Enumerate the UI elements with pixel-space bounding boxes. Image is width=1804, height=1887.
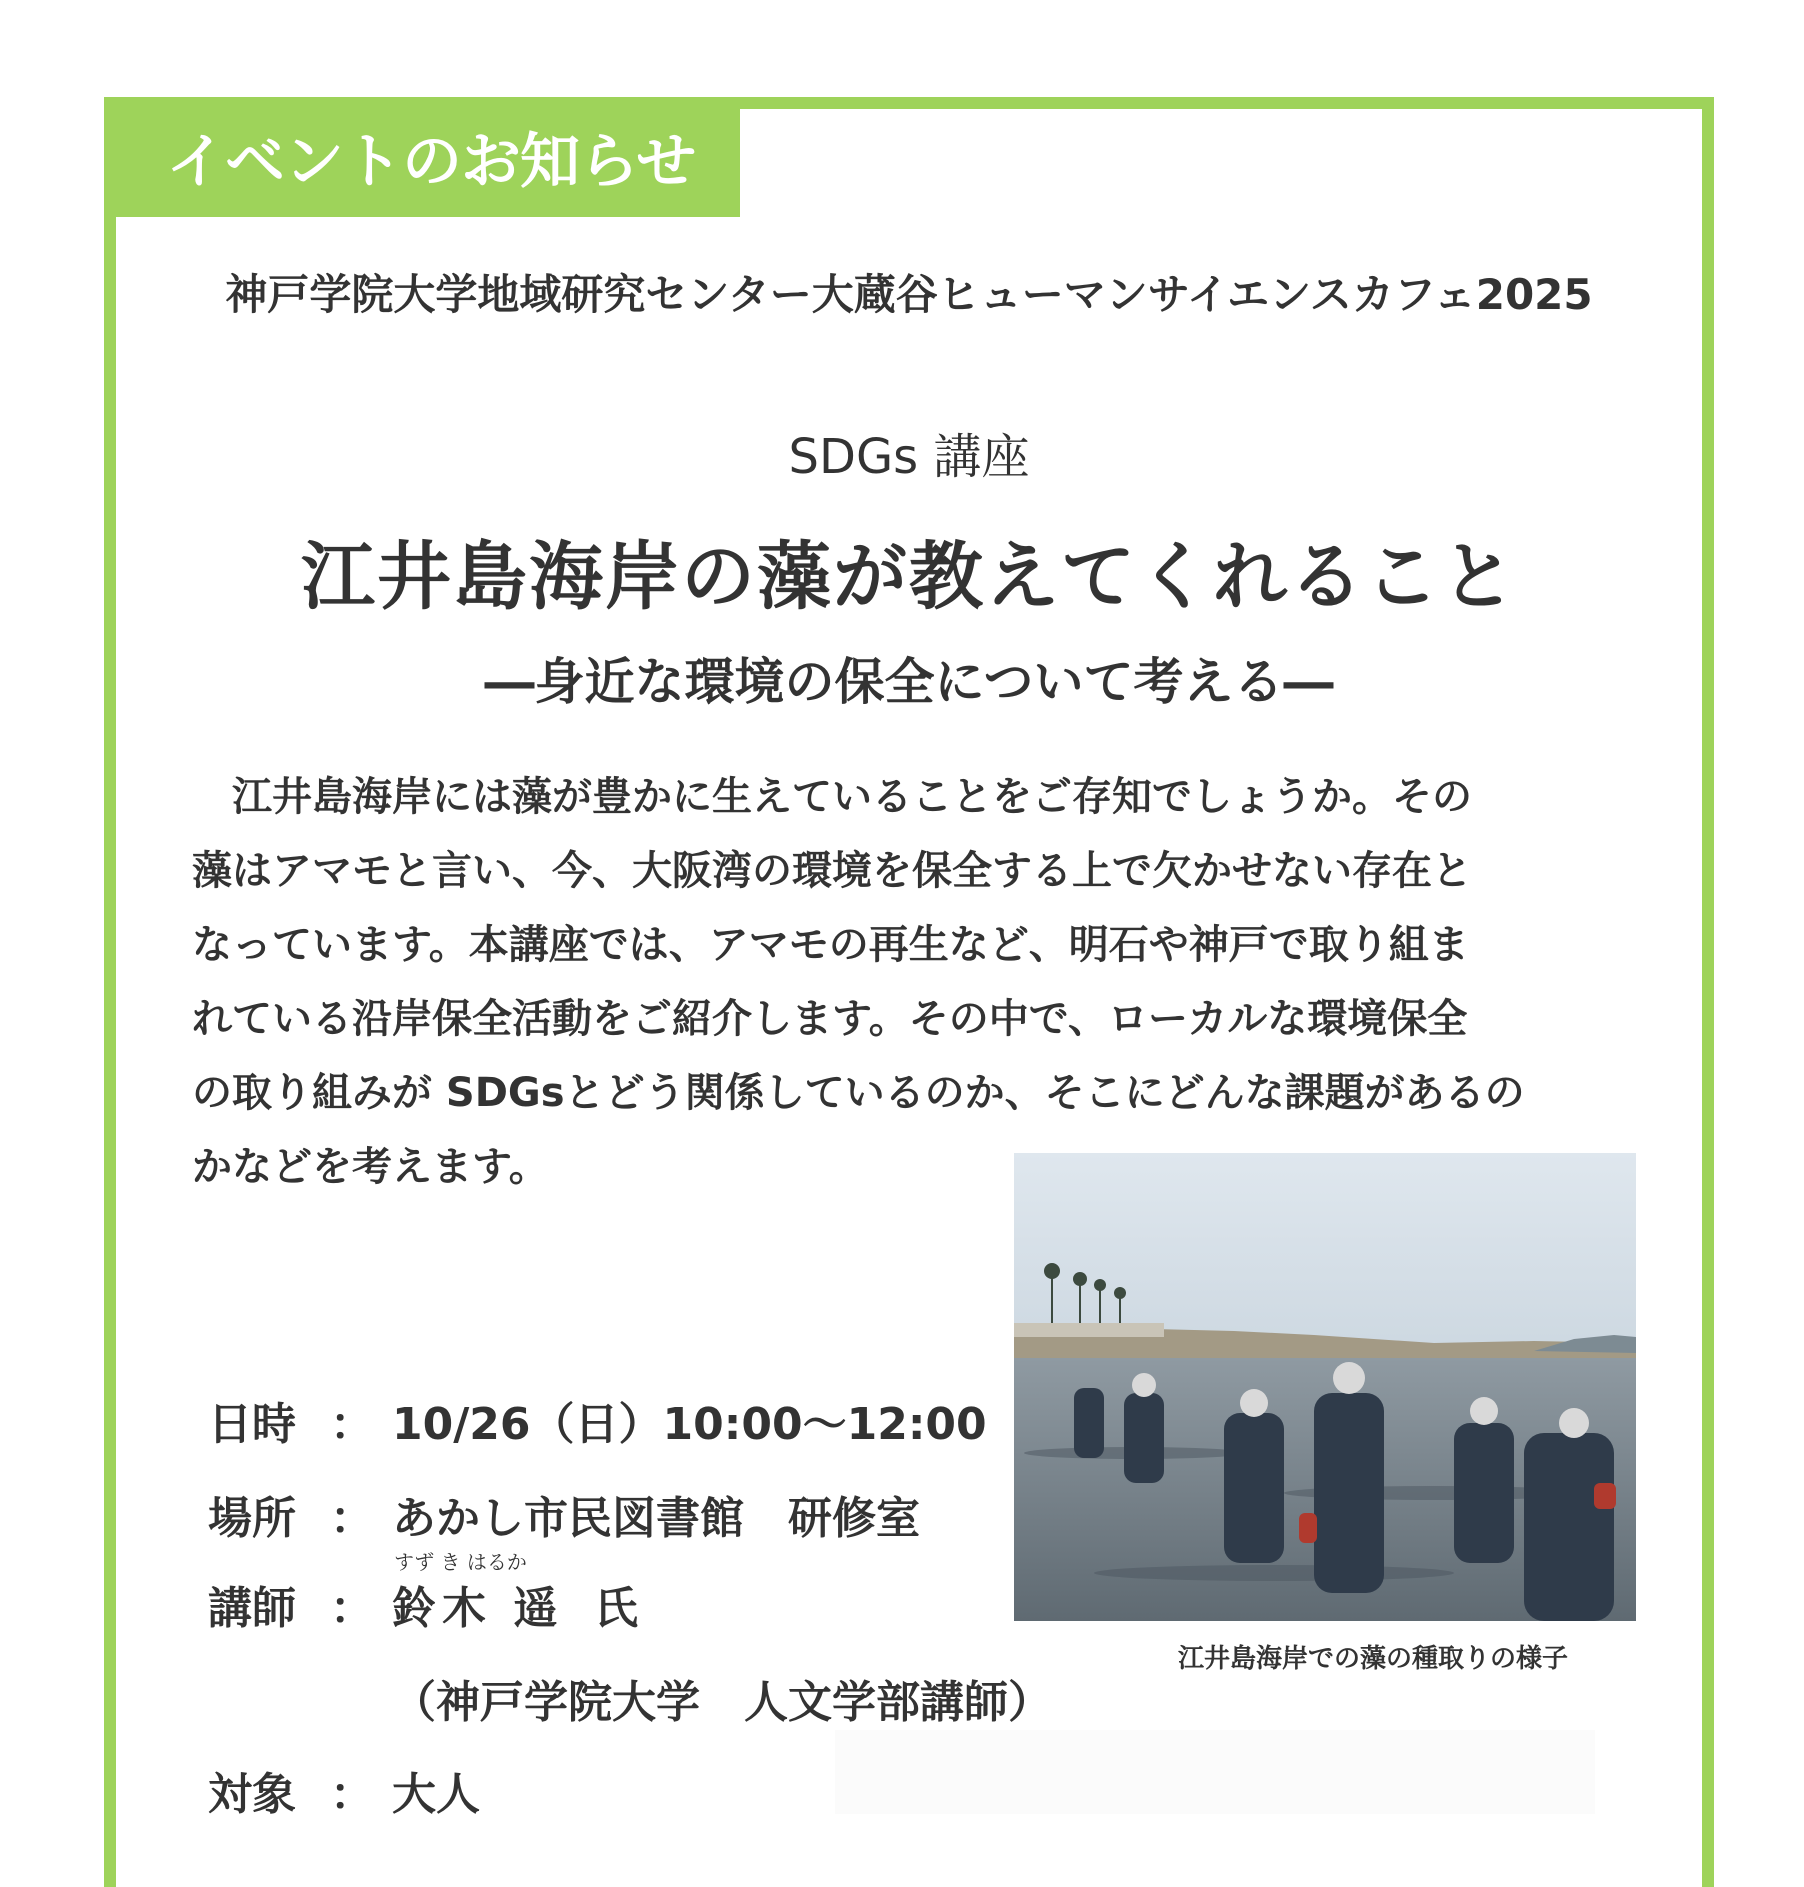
lecturer-name: 鈴木 遥 <box>392 1583 564 1634</box>
lecturer-affiliation: （神戸学院大学 人文学部講師） <box>392 1677 1052 1728</box>
audience-separator: ： <box>330 1769 374 1820</box>
audience-label: 対象 <box>208 1769 296 1820</box>
datetime-value: 10/26（日）10:00～12:00 <box>392 1399 987 1450</box>
event-notice-tab: イベントのお知らせ <box>104 97 740 217</box>
description-line: の取り組みが SDGsとどう関係しているのか、そこにどんな課題があるの <box>192 1070 1525 1116</box>
lecturer-honorific: 氏 <box>594 1583 638 1634</box>
faint-background-box <box>835 1730 1595 1814</box>
venue-value: あかし市民図書館 研修室 <box>392 1493 920 1544</box>
venue-label: 場所 <box>208 1493 296 1544</box>
datetime-label: 日時 <box>208 1399 296 1450</box>
lecturer-separator: ： <box>330 1583 374 1634</box>
description-line: かなどを考えます。 <box>192 1144 549 1190</box>
datetime-separator: ： <box>330 1399 374 1450</box>
description-line: れている沿岸保全活動をご紹介します。その中で、ローカルな環境保全 <box>192 996 1468 1042</box>
photo-caption: 江井島海岸での藻の種取りの様子 <box>1178 1644 1569 1674</box>
event-description <box>192 760 1642 1204</box>
event-title: 江井島海岸の藻が教えてくれること <box>301 534 1517 620</box>
lecturer-label: 講師 <box>208 1583 296 1634</box>
lecturer-name-ruby: すず き はるか <box>394 1550 527 1574</box>
description-line: 藻はアマモと言い、今、大阪湾の環境を保全する上で欠かせない存在と <box>192 848 1472 894</box>
series-title: 神戸学院大学地域研究センター大蔵谷ヒューマンサイエンスカフェ2025 <box>225 270 1593 319</box>
description-line: なっています。本講座では、アマモの再生など、明石や神戸で取り組ま <box>192 922 1469 968</box>
venue-separator: ： <box>330 1493 374 1544</box>
seaweed-seed-collection-photo <box>1014 1153 1636 1621</box>
event-subtitle: ―身近な環境の保全について考える― <box>484 653 1334 711</box>
category-label: SDGs 講座 <box>788 429 1030 485</box>
description-line: 江井島海岸には藻が豊かに生えていることをご存知でしょうか。その <box>192 774 1472 820</box>
audience-value: 大人 <box>392 1769 480 1820</box>
